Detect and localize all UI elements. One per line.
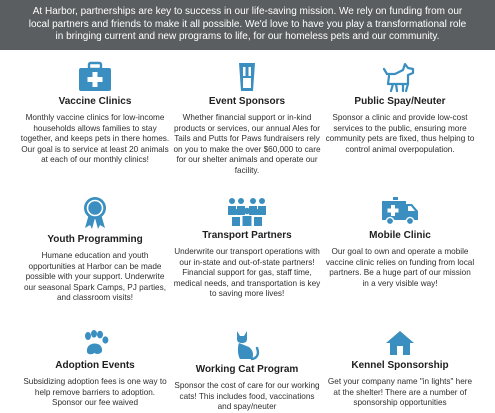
card-body: Monthly vaccine clinics for low-income households allows families to stay together, and keeps pets in there homes. Our goal is to service at least 20 animals at each of our monthly clinics! xyxy=(20,113,170,164)
card-public-spay-neuter xyxy=(325,62,475,155)
ambulance-icon xyxy=(380,196,420,226)
card-kennel-sponsorship xyxy=(325,330,475,409)
card-adoption-events xyxy=(20,330,170,409)
card-youth-programming xyxy=(20,196,170,304)
intro-banner xyxy=(0,0,495,50)
card-body: Underwrite our transport operations with our in-state and out-of-state partners! Financial support for gas, staff time, medical needs, and transportation is key to saving more lives! xyxy=(173,247,321,298)
paw-print-icon xyxy=(81,330,109,356)
card-event-sponsors xyxy=(172,62,322,176)
card-vaccine-clinics xyxy=(20,62,170,166)
card-body: Get your company name "in lights" here at the shelter! There are a number of sponsorship opportunities xyxy=(327,377,473,407)
intro-text: At Harbor, partnerships are key to success in our life-saving mission. We rely on funding from our local partners and friends to make it all possible. We'd love to have you play a transformational role in bringing current and new programs to life, for our homeless pets and our community. xyxy=(28,6,467,42)
house-icon xyxy=(385,330,415,356)
card-title: Transport Partners xyxy=(202,230,292,241)
pint-glass-icon xyxy=(237,62,257,92)
first-aid-kit-icon xyxy=(78,62,112,92)
award-ribbon-icon xyxy=(82,196,108,230)
card-title: Public Spay/Neuter xyxy=(354,96,446,107)
card-body: Subsidizing adoption fees is one way to help remove barriers to adoption. Sponsor our fee waived xyxy=(23,377,167,407)
card-body: Humane education and youth opportunities at Harbor can be made possible with your support. Underwrite our seasonal Spark Camps, PJ parties, and classroom visits! xyxy=(24,251,166,302)
card-body: Whether financial support or in-kind products or services, our annual Ales for Tails and Putts for Paws fundraisers rely on you to make the over $60,000 to care for our shelter animals and operate our facility. xyxy=(173,113,321,175)
card-body: Sponsor a clinic and provide low-cost services to the public, ensuring more community pets are fixed, thus helping to control animal overpopulation. xyxy=(325,113,475,154)
card-title: Mobile Clinic xyxy=(369,230,431,241)
card-body: Our goal to own and operate a mobile vaccine clinic relies on funding from local partners. Be a huge part of our mission in a very visible way! xyxy=(325,247,475,288)
card-title: Event Sponsors xyxy=(208,96,286,107)
card-title: Vaccine Clinics xyxy=(58,96,132,107)
card-mobile-clinic xyxy=(325,196,475,289)
card-body: Sponsor the cost of care for our working cats! This includes food, vaccinations and spay/neuter xyxy=(174,381,320,411)
card-title: Adoption Events xyxy=(55,360,135,371)
card-title: Kennel Sponsorship xyxy=(351,360,449,371)
card-working-cat-program xyxy=(172,330,322,413)
card-transport-partners xyxy=(172,196,322,300)
cat-icon xyxy=(233,330,261,360)
dog-icon xyxy=(383,62,417,92)
card-title: Working Cat Program xyxy=(195,364,299,375)
people-group-icon xyxy=(227,196,267,226)
card-title: Youth Programming xyxy=(47,234,143,245)
